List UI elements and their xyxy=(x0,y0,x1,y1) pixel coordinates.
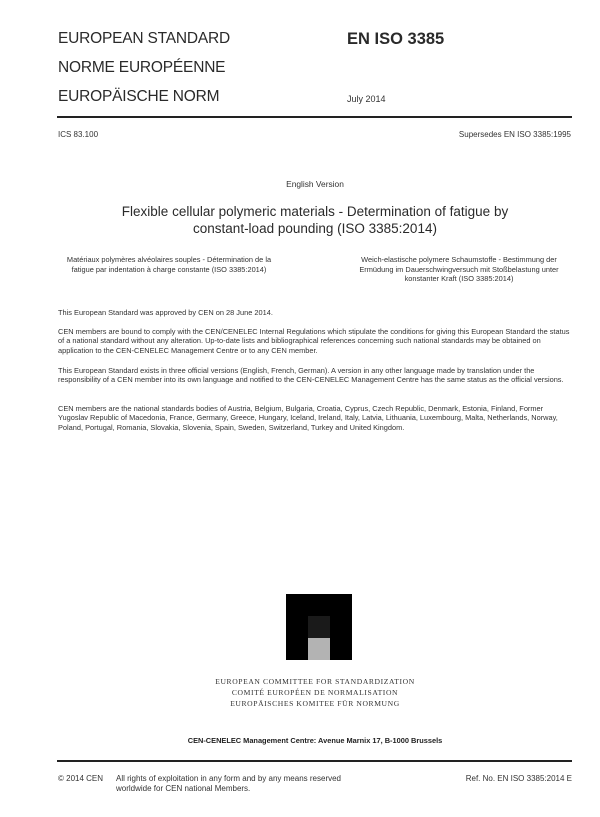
committee-name-fr: COMITÉ EUROPÉEN DE NORMALISATION xyxy=(231,688,399,697)
copyright: © 2014 CEN xyxy=(58,774,104,783)
title-french: Matériaux polymères alvéolaires souples - Détermination de la fatigue par indentation à charge constante (ISO 3385:2014) xyxy=(66,255,272,274)
title-line-2: constant-load pounding (ISO 3385:2014) xyxy=(193,221,437,236)
standard-number: EN ISO 3385 xyxy=(347,30,445,48)
rights-statement xyxy=(116,774,341,794)
cen-logo-grey-block xyxy=(308,638,330,660)
title-line-1: Flexible cellular polymeric materials - Determination of fatigue by xyxy=(121,204,509,219)
compliance-paragraph: CEN members are bound to comply with the CEN/CENELEC Internal Regulations which stipulate the conditions for giving this European Standard the status of a national standard without any alteration. Up-to-date lists and bibliographical references concerning such national standards may be obtained on application to the CEN-CENELEC Management Centre or to any CEN member. xyxy=(58,327,570,355)
rights-line-1: All rights of exploitation in any form and by any means reserved xyxy=(116,774,342,783)
standard-type-fr: NORME EUROPÉENNE xyxy=(58,59,226,76)
approval-paragraph: This European Standard was approved by CEN on 28 June 2014. xyxy=(58,308,273,317)
committee-name-en: EUROPEAN COMMITTEE FOR STANDARDIZATION xyxy=(215,677,415,686)
committee-name-de: EUROPÄISCHES KOMITEE FÜR NORMUNG xyxy=(230,699,400,708)
language-version: English Version xyxy=(286,179,344,189)
management-centre-address: CEN-CENELEC Management Centre: Avenue Marnix 17, B-1000 Brussels xyxy=(187,736,443,745)
reference-number: Ref. No. EN ISO 3385:2014 E xyxy=(465,774,572,783)
members-paragraph: CEN members are the national standards bodies of Austria, Belgium, Bulgaria, Croatia, Cyprus, Czech Republic, Denmark, Estonia, Finland, Former Yugoslav Republic of Macedonia, France, Germany, Greece, Hungary, Iceland, Ireland, Italy, Latvia, Lithuania, Luxembourg, Malta, Netherlands, Norway, Poland, Portugal, Romania, Slovakia, Slovenia, Spain, Sweden, Switzerland, Turkey and United Kingdom. xyxy=(58,404,558,432)
title-german: Weich-elastische polymere Schaumstoffe - Bestimmung der Ermüdung im Dauerschwingversuch mit Stoßbelastung unter konstanter Kraft (ISO 3385:2014) xyxy=(359,255,559,283)
cen-logo-inner-dark xyxy=(308,616,330,638)
versions-paragraph: This European Standard exists in three official versions (English, French, German). A version in any other language made by translation under the responsibility of a CEN member into its own language and notified to the CEN-CENELEC Management Centre has the same status as the official versions. xyxy=(58,366,564,385)
cen-logo xyxy=(286,594,352,660)
publication-date: July 2014 xyxy=(347,94,386,104)
supersedes-note: Supersedes EN ISO 3385:1995 xyxy=(458,130,571,139)
standard-type-en: EUROPEAN STANDARD xyxy=(58,30,231,47)
rights-line-2: worldwide for CEN national Members. xyxy=(116,784,251,793)
footer-divider xyxy=(57,760,572,762)
header-divider xyxy=(57,116,572,118)
ics-code: ICS 83.100 xyxy=(58,130,99,139)
standard-type-de: EUROPÄISCHE NORM xyxy=(58,88,220,105)
document-title xyxy=(60,203,570,237)
